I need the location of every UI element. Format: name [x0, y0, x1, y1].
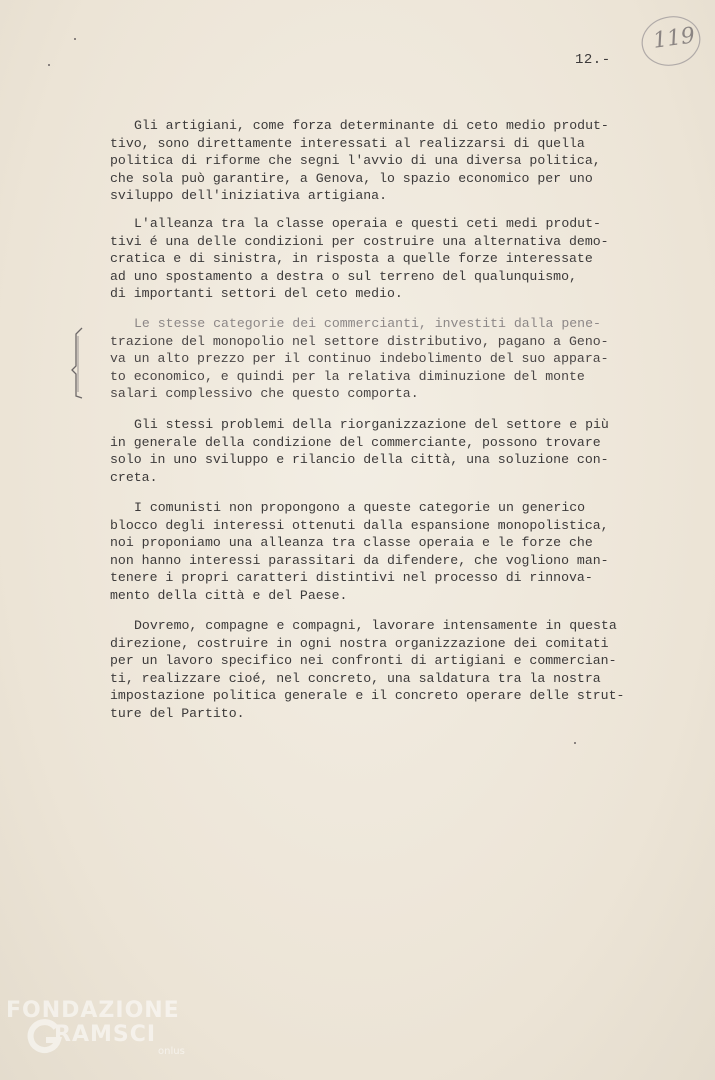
text-line: Gli artigiani, come forza determinante di ceto medio produt-	[134, 118, 609, 133]
text-line: noi proponiamo una alleanza tra classe operaia e le forze che	[110, 535, 593, 551]
watermark-line-3: onlus	[158, 1046, 185, 1057]
text-line: Dovremo, compagne e compagni, lavorare intensamente in questa	[134, 618, 617, 633]
text-line: salari complessivo che questo comporta.	[110, 386, 419, 402]
text-line: politica di riforme che segni l'avvio di una diversa politica,	[110, 153, 601, 169]
text-line: mento della città e del Paese.	[110, 587, 348, 603]
paragraph-comunisti	[110, 499, 630, 605]
text-line: cratica e di sinistra, in risposta a quelle forze interessate	[110, 251, 593, 267]
text-line: trazione del monopolio nel settore distributivo, pagano a Geno-	[110, 333, 609, 349]
paragraph-dovremo	[110, 617, 630, 723]
archive-number-stamp	[640, 12, 702, 70]
text-line: ture del Partito.	[110, 705, 245, 721]
text-line: non hanno interessi parassitari da difendere, che vogliono man-	[110, 552, 609, 568]
text-line: I comunisti non propongono a queste categorie un generico	[134, 500, 586, 515]
text-line: di importanti settori del ceto medio.	[110, 286, 403, 302]
paper-speck	[74, 38, 76, 40]
text-line: tenere i propri caratteri distintivi nel processo di rinnova-	[110, 570, 593, 586]
text-line: direzione, costruire in ogni nostra organizzazione dei comitati	[110, 635, 609, 651]
text-line: ti, realizzare cioé, nel concreto, una saldatura tra la nostra	[110, 670, 601, 686]
margin-bracket-mark	[66, 326, 88, 400]
text-line: va un alto prezzo per il continuo indebolimento del suo appara-	[110, 351, 609, 367]
archive-number: 119	[651, 23, 697, 54]
text-line: L'alleanza tra la classe operaia e questi ceti medi produt-	[134, 216, 601, 231]
text-line: per un lavoro specifico nei confronti di artigiani e commercian-	[110, 653, 617, 669]
paragraph-alleanza	[110, 215, 630, 303]
text-line: to economico, e quindi per la relativa diminuzione del monte	[110, 368, 585, 384]
paragraph-commercianti	[110, 315, 630, 403]
text-line: Le stesse categorie dei commercianti, investiti dalla pene-	[134, 316, 601, 331]
paragraph-problemi	[110, 416, 630, 486]
text-line: in generale della condizione del commerciante, possono trovare	[110, 434, 601, 450]
text-line: tivo, sono direttamente interessati al realizzarsi di quella	[110, 135, 585, 151]
text-line: creta.	[110, 469, 158, 485]
text-line: ad uno spostamento a destra o sul terreno del qualunquismo,	[110, 268, 577, 284]
text-line: tivi é una delle condizioni per costruire una alternativa demo-	[110, 233, 609, 249]
watermark-line-1: FONDAZIONE	[6, 998, 180, 1023]
text-line: solo in uno sviluppo e rilancio della città, una soluzione con-	[110, 452, 609, 468]
watermark-line-2: RAMSCI	[54, 1022, 157, 1047]
fondazione-gramsci-watermark	[6, 998, 216, 1078]
text-line: blocco degli interessi ottenuti dalla espansione monopolistica,	[110, 517, 609, 533]
paper-speck	[574, 742, 576, 744]
text-line: sviluppo dell'iniziativa artigiana.	[110, 188, 387, 204]
paragraph-artigiani	[110, 117, 630, 205]
text-line: impostazione politica generale e il concreto operare delle strut-	[110, 688, 625, 704]
page-number: 12.-	[575, 52, 611, 68]
text-line: che sola può garantire, a Genova, lo spazio economico per uno	[110, 170, 593, 186]
paper-speck	[48, 64, 50, 66]
text-line: Gli stessi problemi della riorganizzazione del settore e più	[134, 417, 609, 432]
